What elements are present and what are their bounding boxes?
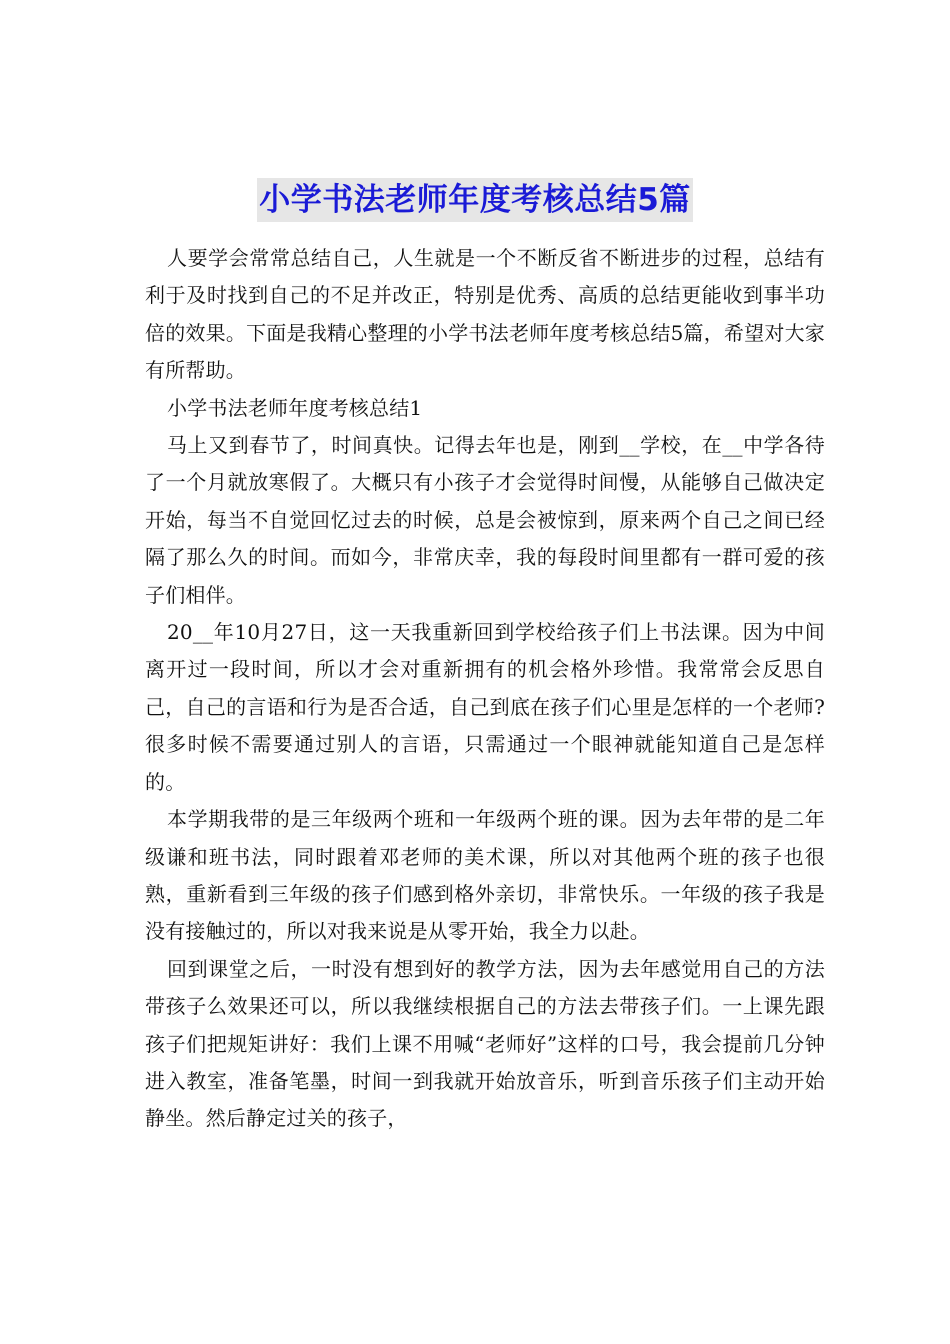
document-body xyxy=(145,240,825,1138)
body-paragraph: 本学期我带的是三年级两个班和一年级两个班的课。因为去年带的是二年级谦和班书法，同时跟着邓老师的美术课，所以对其他两个班的孩子也很熟，重新看到三年级的孩子们感到格外亲切，非常快乐。一年级的孩子我是没有接触过的，所以对我来说是从零开始，我全力以赴。 xyxy=(145,807,825,944)
intro-paragraph: 人要学会常常总结自己，人生就是一个不断反省不断进步的过程，总结有利于及时找到自己的不足并改正，特别是优秀、高质的总结更能收到事半功倍的效果。下面是我精心整理的小学书法老师年度考核总结5篇，希望对大家有所帮助。 xyxy=(145,246,825,383)
section-heading: 小学书法老师年度考核总结1 xyxy=(167,395,423,420)
document-title: 小学书法老师年度考核总结5篇 xyxy=(257,178,693,222)
body-paragraph: 马上又到春节了，时间真快。记得去年也是，刚到__学校，在__中学各待了一个月就放寒假了。大概只有小孩子才会觉得时间慢，从能够自己做决定开始，每当不自觉回忆过去的时候，总是会被惊到，原来两个自己之间已经隔了那么久的时间。而如今，非常庆幸，我的每段时间里都有一群可爱的孩子们相伴。 xyxy=(145,433,825,607)
body-paragraph: 回到课堂之后，一时没有想到好的教学方法，因为去年感觉用自己的方法带孩子么效果还可以，所以我继续根据自己的方法去带孩子们。一上课先跟孩子们把规矩讲好：我们上课不用喊“老师好”这样的口号，我会提前几分钟进入教室，准备笔墨，时间一到我就开始放音乐，听到音乐孩子们主动开始静坐。然后静定过关的孩子， xyxy=(145,956,825,1131)
body-paragraph: 20__年10月27日，这一天我重新回到学校给孩子们上书法课。因为中间离开过一段时间，所以才会对重新拥有的机会格外珍惜。我常常会反思自己，自己的言语和行为是否合适，自己到底在孩子们心里是怎样的一个老师?很多时候不需要通过别人的言语，只需通过一个眼神就能知道自己是怎样的。 xyxy=(145,620,825,794)
title-container xyxy=(0,178,950,222)
